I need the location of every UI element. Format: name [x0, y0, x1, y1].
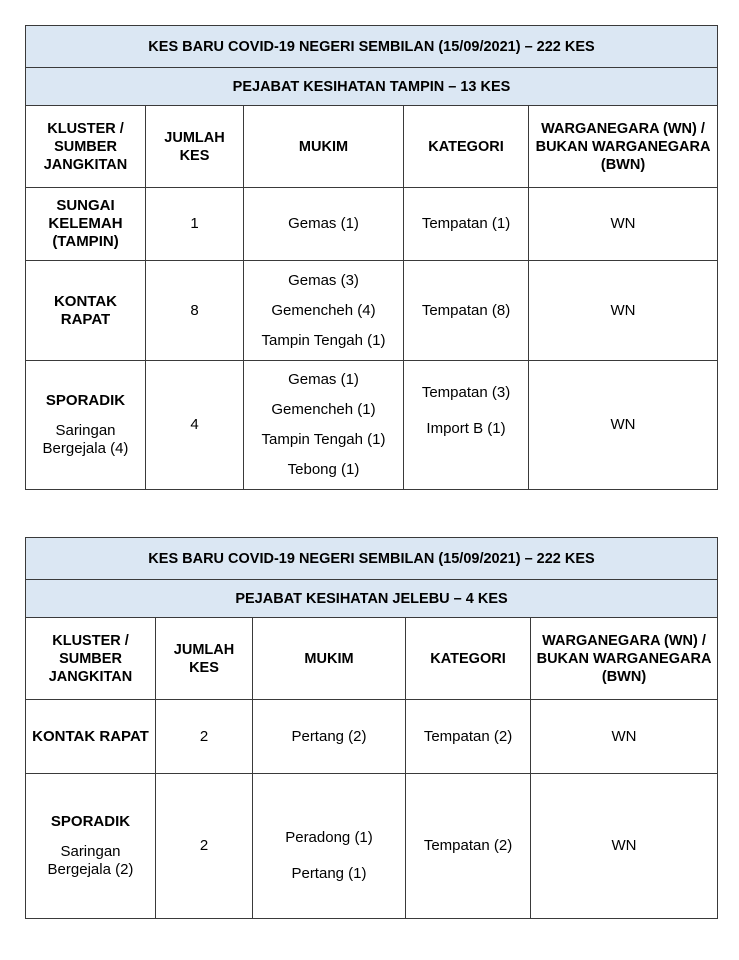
header-mukim: MUKIM: [253, 618, 406, 700]
header-citizenship: WARGANEGARA (WN) / BUKAN WARGANEGARA (BWN): [529, 106, 718, 188]
header-category: KATEGORI: [406, 618, 531, 700]
header-count: JUMLAH KES: [156, 618, 253, 700]
cluster-cell: [26, 261, 146, 361]
table-row: [26, 361, 718, 490]
category-entry: Import B (1): [426, 420, 506, 437]
mukim-entry: Gemas (1): [288, 215, 359, 232]
table-row: [26, 700, 718, 774]
mukim-entry: Tampin Tengah (1): [261, 331, 386, 349]
table-title: KES BARU COVID-19 NEGERI SEMBILAN (15/09/2021) – 222 KES: [26, 26, 718, 68]
cluster-note: Saringan Bergejala (2): [47, 843, 134, 878]
cluster-name: KONTAK RAPAT: [53, 292, 118, 328]
mukim-entry: Pertang (1): [291, 865, 367, 882]
header-count: JUMLAH KES: [146, 106, 244, 188]
cluster-cell: [26, 361, 146, 490]
count-cell: 2: [156, 700, 253, 774]
count-cell: 2: [156, 774, 253, 919]
tampin-case-table: [25, 25, 718, 490]
mukim-entry: Tebong (1): [287, 461, 360, 478]
citizenship-cell: WN: [529, 261, 718, 361]
count-cell: 8: [146, 261, 244, 361]
header-cluster: KLUSTER / SUMBER JANGKITAN: [26, 618, 156, 700]
category-cell: [404, 261, 529, 361]
mukim-entry: Gemencheh (4): [271, 301, 376, 319]
category-cell: [404, 361, 529, 490]
cluster-note: Saringan Bergejala (4): [42, 422, 129, 457]
mukim-cell: [253, 700, 406, 774]
header-category: KATEGORI: [404, 106, 529, 188]
mukim-entry: Pertang (2): [291, 727, 367, 745]
table-title: KES BARU COVID-19 NEGERI SEMBILAN (15/09/2021) – 222 KES: [26, 538, 718, 580]
mukim-cell: [253, 774, 406, 919]
table-subtitle: PEJABAT KESIHATAN JELEBU – 4 KES: [26, 580, 718, 618]
count-cell: 4: [146, 361, 244, 490]
count-cell: 1: [146, 188, 244, 261]
mukim-cell: [244, 188, 404, 261]
mukim-entry: Peradong (1): [285, 829, 373, 846]
citizenship-cell: WN: [529, 188, 718, 261]
mukim-entry: Gemas (1): [288, 371, 359, 388]
cluster-cell: [26, 700, 156, 774]
cluster-name: SPORADIK: [45, 392, 126, 409]
mukim-cell: [244, 361, 404, 490]
table-row: [26, 188, 718, 261]
citizenship-cell: WN: [529, 361, 718, 490]
mukim-entry: Gemas (3): [288, 271, 359, 289]
header-cluster: KLUSTER / SUMBER JANGKITAN: [26, 106, 146, 188]
cluster-cell: [26, 774, 156, 919]
header-citizenship: WARGANEGARA (WN) / BUKAN WARGANEGARA (BWN): [531, 618, 718, 700]
category-entry: Tempatan (2): [423, 727, 513, 745]
cluster-name: SUNGAI KELEMAH (TAMPIN): [48, 197, 123, 250]
mukim-cell: [244, 261, 404, 361]
category-cell: [404, 188, 529, 261]
cluster-cell: [26, 188, 146, 261]
category-entry: Tempatan (1): [421, 215, 511, 232]
mukim-entry: Tampin Tengah (1): [261, 431, 386, 448]
cluster-name: KONTAK RAPAT: [32, 727, 149, 745]
category-entry: Tempatan (3): [421, 384, 511, 401]
mukim-entry: Gemencheh (1): [271, 401, 376, 418]
table-subtitle: PEJABAT KESIHATAN TAMPIN – 13 KES: [26, 68, 718, 106]
table-row: [26, 261, 718, 361]
category-entry: Tempatan (8): [421, 301, 511, 319]
category-entry: Tempatan (2): [423, 837, 513, 854]
cluster-name: SPORADIK: [50, 813, 131, 830]
citizenship-cell: WN: [531, 700, 718, 774]
citizenship-cell: WN: [531, 774, 718, 919]
header-mukim: MUKIM: [244, 106, 404, 188]
category-cell: [406, 700, 531, 774]
table-row: [26, 774, 718, 919]
category-cell: [406, 774, 531, 919]
jelebu-case-table: [25, 537, 718, 919]
